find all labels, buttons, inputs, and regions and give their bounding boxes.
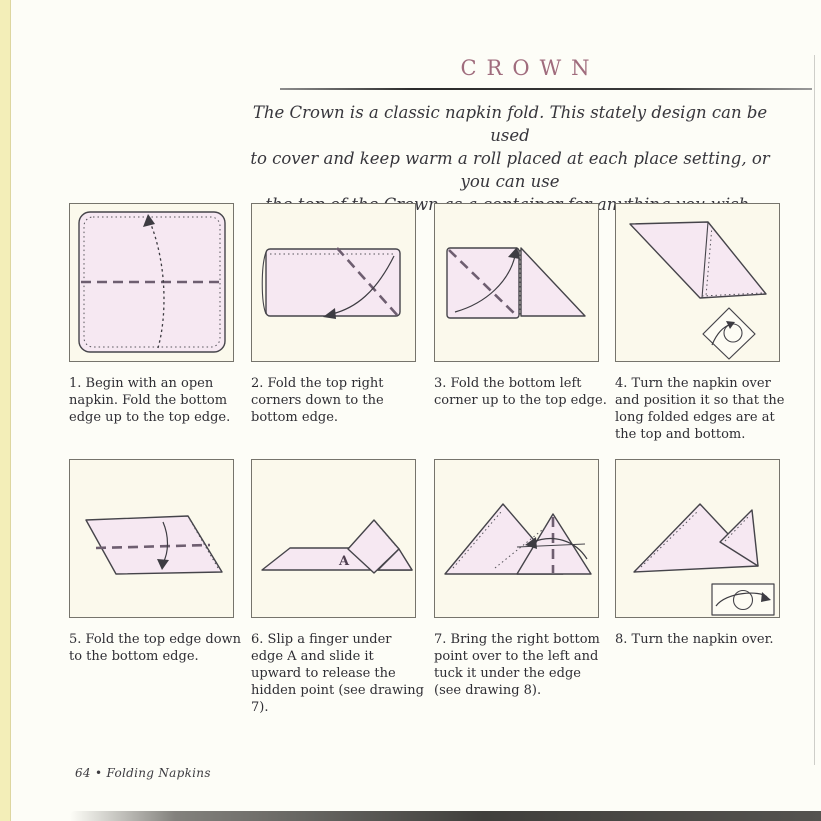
step-7-figure (434, 459, 599, 618)
page-title: CROWN (460, 56, 600, 80)
step-8-caption: 8. Turn the napkin over. (615, 632, 774, 647)
step-6-caption: 6. Slip a finger under edge A and slide it upward to release the hidden point (see drawing 7). (251, 632, 424, 715)
page-left-edge (0, 0, 11, 821)
folded-triangle (521, 248, 585, 316)
intro-line: to cover and keep warm a roll placed at each place setting, or you can use (250, 149, 770, 191)
title-divider (280, 88, 812, 90)
turn-over-icon (712, 584, 774, 615)
finished-crown-illustration (616, 460, 779, 617)
edge-a-label: A (339, 554, 350, 569)
step-1-caption: 1. Begin with an open napkin. Fold the bottom edge up to the top edge. (69, 376, 231, 425)
step-6-cell (251, 459, 429, 716)
step-2-caption: 2. Fold the top right corners down to the bottom edge. (251, 376, 384, 425)
folded-rectangle-illustration (252, 204, 415, 361)
step-5-cell (69, 459, 247, 665)
step-5-caption: 5. Fold the top edge down to the bottom edge. (69, 632, 242, 664)
hidden-point-illustration (252, 460, 415, 617)
step-8-figure (615, 459, 780, 618)
intro-line: The Crown is a classic napkin fold. This stately design can be used (252, 103, 768, 145)
step-1-cell (69, 203, 247, 426)
intro-paragraph (250, 101, 770, 216)
tuck-fold-illustration (435, 460, 598, 617)
turned-napkin-illustration (616, 204, 779, 361)
step-5-figure (69, 459, 234, 618)
step-3-figure (434, 203, 599, 362)
step-4-figure (615, 203, 780, 362)
step-3-caption: 3. Fold the bottom left corner up to the top edge. (434, 376, 607, 408)
step-2-figure (251, 203, 416, 362)
book-bottom-edge-shadow (70, 811, 821, 821)
step-7-caption: 7. Bring the right bottom point over to the left and tuck it under the edge (see drawing 8). (434, 632, 600, 698)
step-7-cell (434, 459, 612, 699)
open-napkin-illustration (70, 204, 233, 361)
turn-over-icon (703, 308, 755, 359)
page-number-footer: 64 • Folding Napkins (75, 766, 211, 780)
parallelogram-illustration (70, 460, 233, 617)
turn-over-diamond (703, 308, 755, 359)
page-right-edge-line (814, 55, 815, 765)
step-1-figure (69, 203, 234, 362)
step-6-figure (251, 459, 416, 618)
napkin-band (630, 222, 766, 298)
step-4-cell (615, 203, 793, 443)
napkin-rectangle (266, 249, 400, 316)
step-3-cell (434, 203, 612, 409)
corner-fold-illustration (435, 204, 598, 361)
step-4-caption: 4. Turn the napkin over and position it so that the long folded edges are at the top and bottom. (615, 376, 785, 442)
step-2-cell (251, 203, 429, 426)
step-8-cell (615, 459, 793, 648)
